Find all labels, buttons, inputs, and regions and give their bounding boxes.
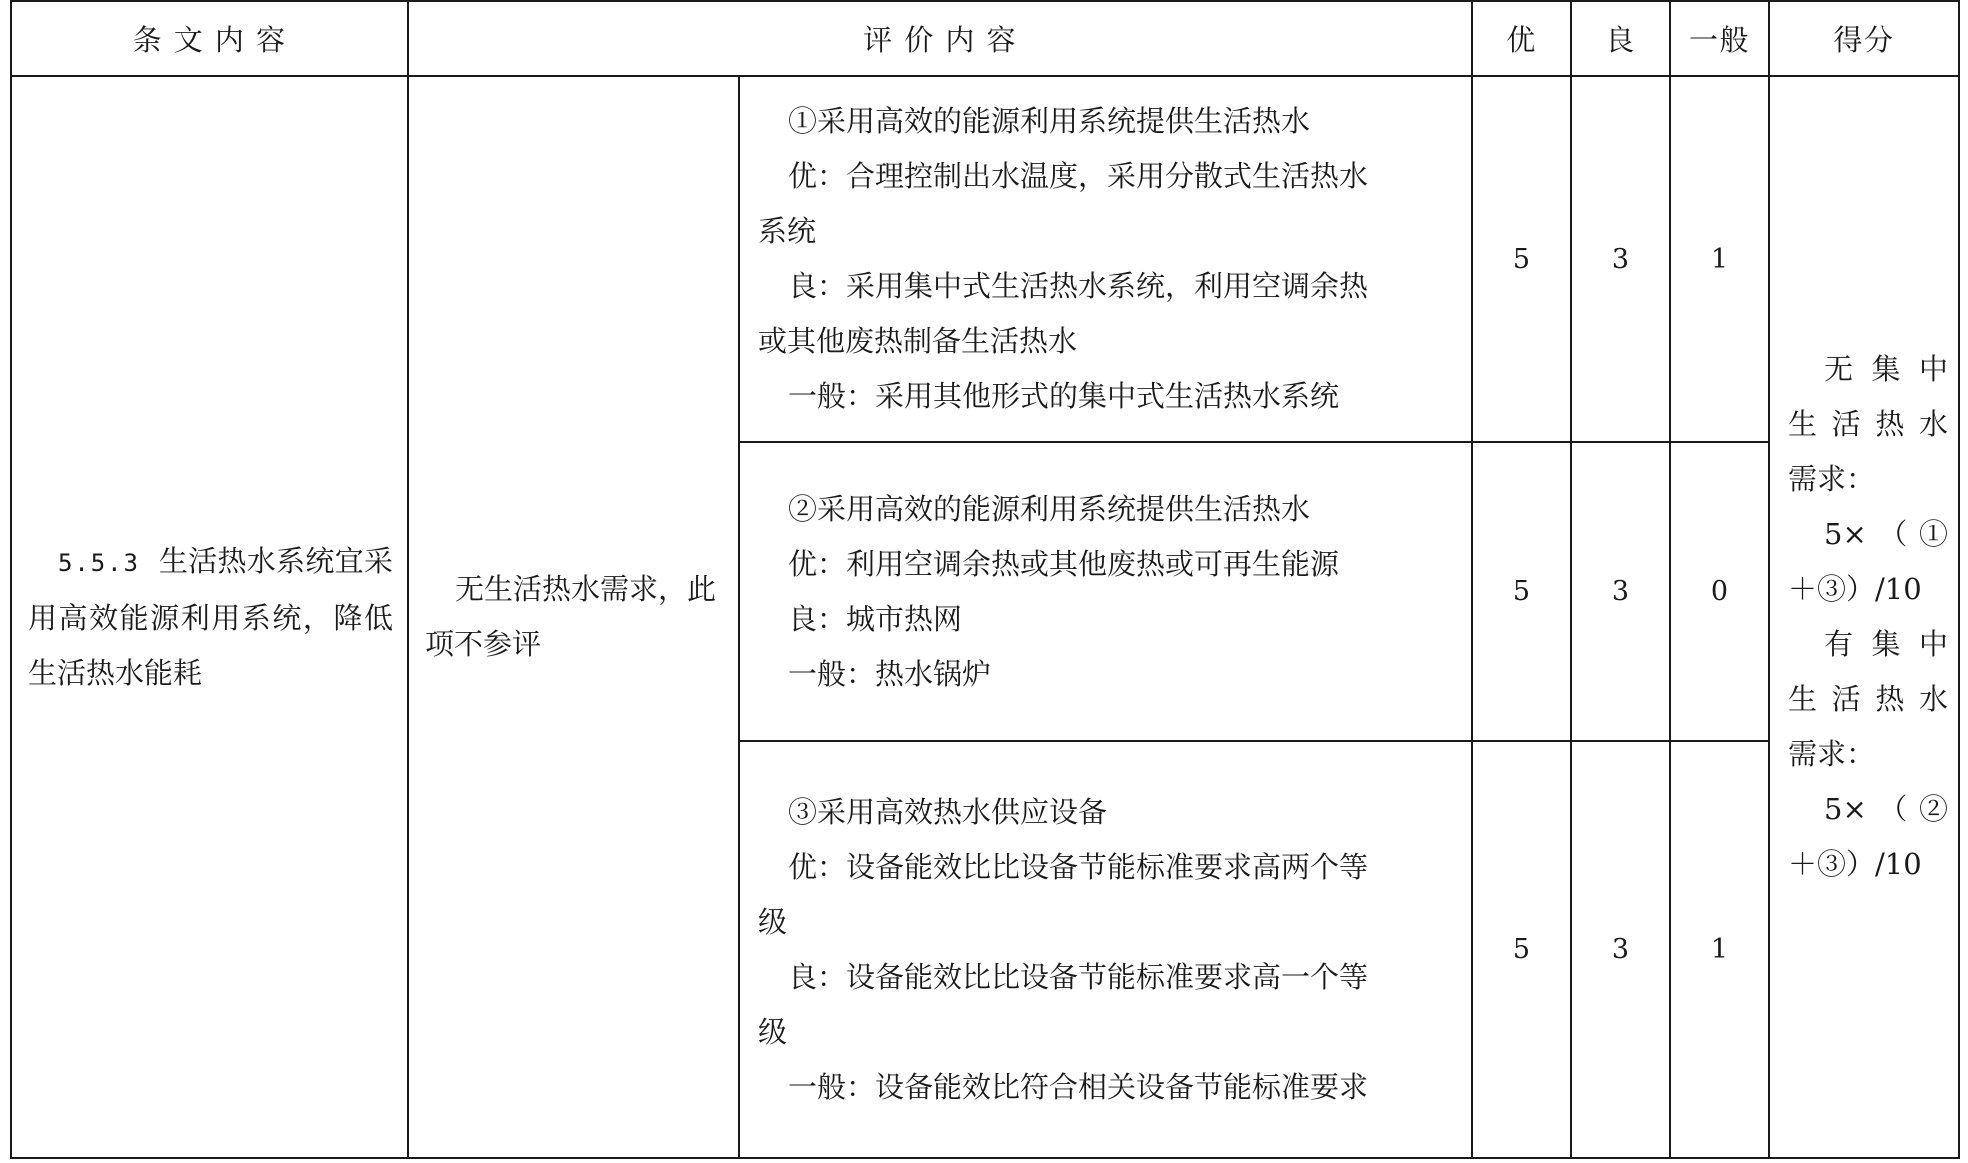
criterion-1-text: [739, 76, 1472, 442]
criterion-2-line-1: ②采用高效的能源利用系统提供生活热水: [788, 491, 1311, 526]
criterion-1-line-6: 一般：采用其他形式的集中式生活热水系统: [788, 379, 1340, 413]
score-formula-line-6: 有集中: [1824, 627, 1948, 661]
criterion-row-1: [11, 76, 1959, 442]
criterion-2-excellent: 5: [1472, 442, 1571, 741]
score-formula-line-5: ＋③）/10: [1788, 572, 1922, 606]
criterion-3-line-5: 级: [758, 1014, 788, 1049]
criterion-1-line-4: 良：采用集中式生活热水系统，利用空调余热: [788, 269, 1369, 303]
criterion-2-good: 3: [1571, 442, 1670, 741]
criterion-2-line-4: 一般：热水锅炉: [788, 656, 992, 691]
criterion-3-excellent: 5: [1472, 741, 1571, 1158]
header-eval: 评 价 内 容: [408, 1, 1472, 76]
criterion-1-good: 3: [1571, 76, 1670, 442]
score-formula-cell: [1769, 76, 1959, 1158]
criterion-3-line-3: 级: [758, 904, 788, 939]
score-formula-line-3: 需求：: [1788, 462, 1876, 496]
not-applicable-cell: [408, 76, 739, 1158]
header-good: 良: [1571, 1, 1670, 76]
criterion-2-text: [739, 442, 1472, 741]
clause-number: 5.5.3: [58, 548, 140, 577]
criterion-3-line-2: 优：设备能效比比设备节能标准要求高两个等: [788, 849, 1369, 884]
evaluation-table-page: [10, 0, 1958, 1163]
evaluation-table: [10, 0, 1960, 1159]
criterion-1-excellent: 5: [1472, 76, 1571, 442]
criterion-2-line-3: 良：城市热网: [788, 601, 963, 636]
criterion-3-line-4: 良：设备能效比比设备节能标准要求高一个等: [788, 959, 1369, 994]
header-excellent: 优: [1472, 1, 1571, 76]
score-formula-line-2: 生活热水: [1788, 407, 1948, 441]
clause-text: 生活热水系统宜采用高效能源利用系统，降低生活热水能耗: [28, 543, 393, 690]
score-formula-line-8: 需求：: [1788, 737, 1876, 771]
criterion-2-general: 0: [1670, 442, 1769, 741]
criterion-3-good: 3: [1571, 741, 1670, 1158]
header-general: 一般: [1670, 1, 1769, 76]
criterion-1-line-1: ①采用高效的能源利用系统提供生活热水: [788, 104, 1311, 138]
score-formula-line-1: 无集中: [1824, 352, 1948, 386]
not-applicable-text: 无生活热水需求，此项不参评: [425, 572, 717, 661]
criterion-3-text: [739, 741, 1472, 1158]
criterion-1-line-5: 或其他废热制备生活热水: [758, 324, 1078, 358]
criterion-1-line-3: 系统: [758, 214, 817, 248]
score-formula-line-7: 生活热水: [1788, 682, 1948, 716]
criterion-3-line-6: 一般：设备能效比符合相关设备节能标准要求: [788, 1069, 1369, 1104]
header-row: [11, 1, 1959, 76]
header-clause: 条 文 内 容: [11, 1, 408, 76]
criterion-3-line-1: ③采用高效热水供应设备: [788, 794, 1108, 829]
score-formula-line-10: ＋③）/10: [1788, 847, 1922, 881]
header-score: 得分: [1769, 1, 1959, 76]
criterion-1-line-2: 优：合理控制出水温度，采用分散式生活热水: [788, 159, 1369, 193]
criterion-1-general: 1: [1670, 76, 1769, 442]
criterion-2-line-2: 优：利用空调余热或其他废热或可再生能源: [788, 546, 1340, 581]
score-formula-line-9: 5×（②: [1824, 792, 1948, 826]
criterion-3-general: 1: [1670, 741, 1769, 1158]
score-formula-line-4: 5×（①: [1824, 517, 1948, 551]
clause-cell: [11, 76, 408, 1158]
